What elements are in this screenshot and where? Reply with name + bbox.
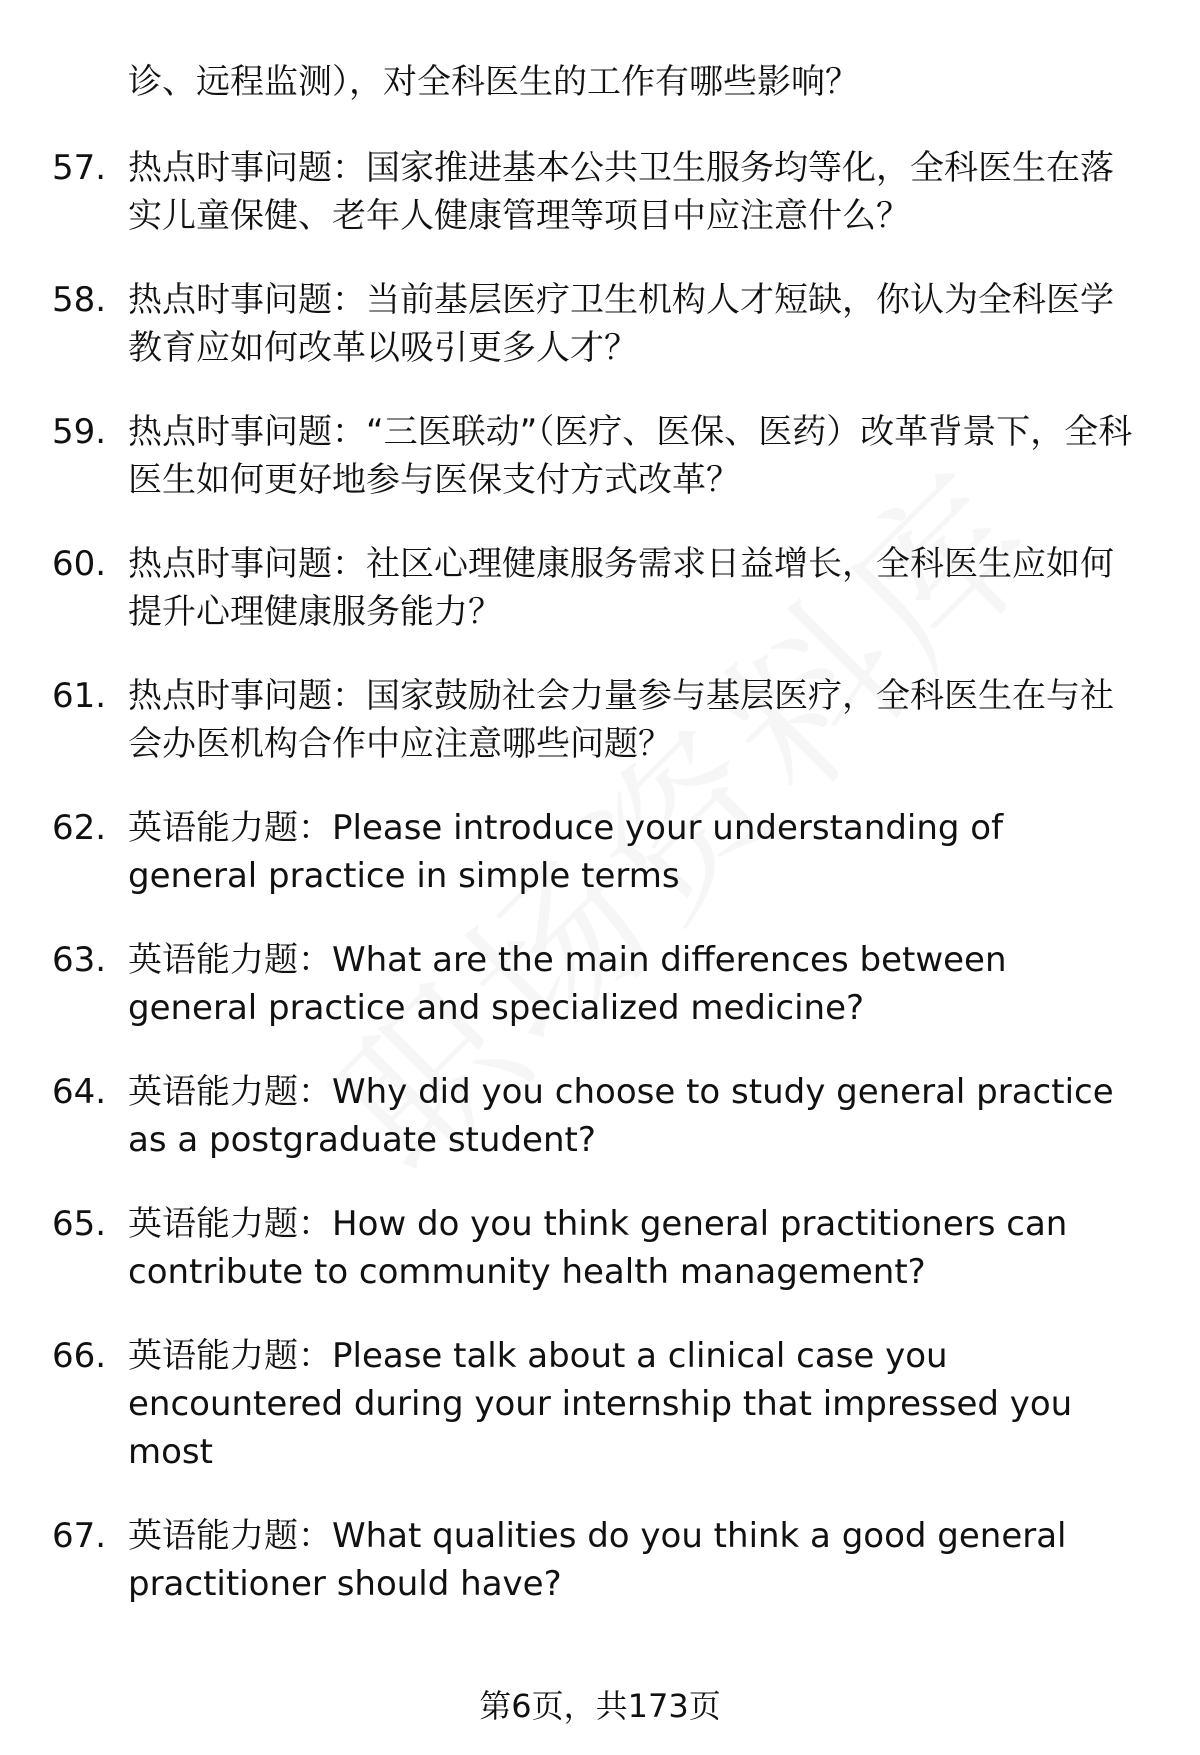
question-body: 国家鼓励社会力量参与基层医疗，全科医生在与社会办医机构合作中应注意哪些问题？ [128,676,1114,764]
question-category: 英语能力题： [128,1072,332,1112]
question-text [128,144,1138,240]
question-number: 62. [52,808,107,848]
question-category: 热点时事问题： [128,148,366,188]
question-item-62 [52,804,1152,900]
question-text [128,276,1138,372]
question-category: 英语能力题： [128,1204,332,1244]
question-number: 61. [52,676,107,716]
question-category: 热点时事问题： [128,676,366,716]
continued-question-text: 诊、远程监测），对全科医生的工作有哪些影响？ [128,62,859,102]
question-body: What qualities do you think a good general practitioner should have? [128,1516,1067,1604]
question-list [52,144,1152,1644]
question-body: “三医联动”（医疗、医保、医药）改革背景下，全科医生如何更好地参与医保支付方式改革？ [128,412,1133,500]
question-category: 英语能力题： [128,940,332,980]
question-number: 67. [52,1516,107,1556]
question-number: 59. [52,412,107,452]
question-category: 热点时事问题： [128,280,366,320]
question-number: 57. [52,148,107,188]
question-category: 英语能力题： [128,808,332,848]
question-body: 当前基层医疗卫生机构人才短缺，你认为全科医学教育应如何改革以吸引更多人才？ [128,280,1114,368]
question-item-58 [52,276,1152,372]
question-category: 英语能力题： [128,1336,332,1376]
question-body: 国家推进基本公共卫生服务均等化，全科医生在落实儿童保健、老年人健康管理等项目中应注意什么？ [128,148,1114,236]
question-text [128,408,1138,504]
question-item-67 [52,1512,1152,1608]
question-text [128,672,1138,768]
question-item-61 [52,672,1152,768]
question-item-57 [52,144,1152,240]
question-text [128,936,1138,1032]
question-item-64 [52,1068,1152,1164]
question-item-63 [52,936,1152,1032]
question-body: Why did you choose to study general practice as a postgraduate student? [128,1072,1114,1160]
question-item-66 [52,1332,1152,1476]
question-category: 热点时事问题： [128,544,366,584]
question-body: What are the main differences between general practice and specialized medicine? [128,940,1007,1028]
question-number: 65. [52,1204,107,1244]
question-text [128,1332,1138,1476]
question-item-59 [52,408,1152,504]
question-item-60 [52,540,1152,636]
question-number: 66. [52,1336,107,1376]
page-footer: 第6页，共173页 [479,1687,721,1725]
question-body: How do you think general practitioners can contribute to community health management? [128,1204,1068,1292]
question-body: Please talk about a clinical case you encountered during your internship that impressed you most [128,1336,1073,1472]
question-category: 热点时事问题： [128,412,366,452]
question-text [128,1512,1138,1608]
question-item-65 [52,1200,1152,1296]
question-number: 64. [52,1072,107,1112]
question-text [128,540,1138,636]
question-body: Please introduce your understanding of general practice in simple terms [128,808,1004,896]
question-number: 58. [52,280,107,320]
question-text [128,1068,1138,1164]
question-category: 英语能力题： [128,1516,332,1556]
question-body: 社区心理健康服务需求日益增长，全科医生应如何提升心理健康服务能力？ [128,544,1114,632]
question-text [128,804,1138,900]
question-text [128,1200,1138,1296]
question-number: 60. [52,544,107,584]
question-number: 63. [52,940,107,980]
